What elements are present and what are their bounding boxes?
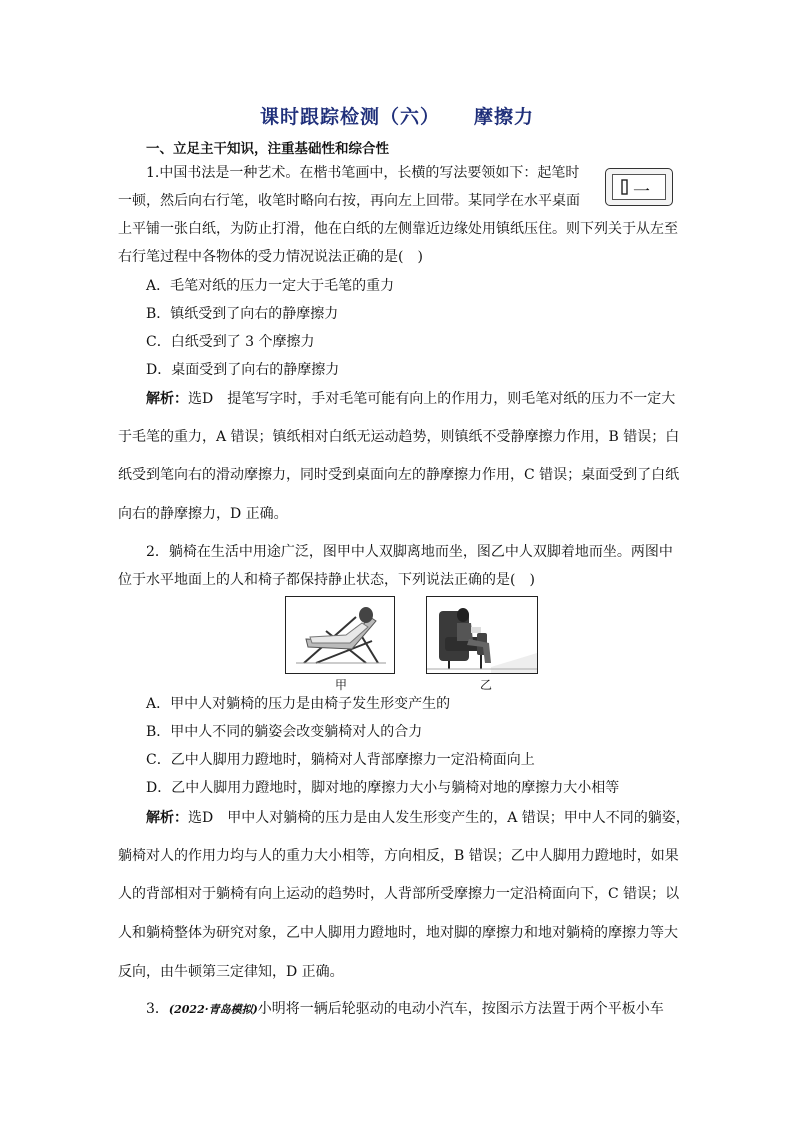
- q3-text: 小明将一辆后轮驱动的电动小汽车，按图示方法置于两个平板小车: [257, 1001, 664, 1017]
- q2-analysis-line: 反向，由牛顿第三定律知，D 正确。: [118, 964, 344, 980]
- q1-analysis-line: [146, 391, 675, 407]
- q1-stem-line: 上平铺一张白纸，为防止打滑，他在白纸的左侧靠近边缘处用镇纸压住。则下列关于从左至: [118, 221, 678, 237]
- q1-stem-line: 一顿，然后向右行笔，收笔时略向右按，再向左上回带。某同学在水平桌面: [118, 193, 580, 209]
- q2-stem-line: 位于水平地面上的人和椅子都保持静止状态，下列说法正确的是( ): [118, 572, 535, 588]
- q1-stem-line: 右行笔过程中各物体的受力情况说法正确的是( ): [118, 249, 423, 265]
- q2-option-d: D．乙中人脚用力蹬地时，脚对地的摩擦力大小与躺椅对地的摩擦力大小相等: [146, 780, 620, 796]
- recliner-armchair-illustration: [427, 597, 537, 673]
- q1-option-a: A．毛笔对纸的压力一定大于毛笔的重力: [146, 278, 395, 294]
- section-heading: 一、立足主干知识，注重基础性和综合性: [146, 141, 389, 157]
- q1-option-b: B．镇纸受到了向右的静摩擦力: [146, 306, 339, 322]
- figure-yi: [426, 596, 538, 674]
- q1-option-c: C．白纸受到了 3 个摩擦力: [146, 334, 315, 350]
- brush-stroke-figure: [605, 168, 673, 206]
- figure-caption-yi: 乙: [480, 678, 493, 692]
- q2-analysis-line: 人的背部相对于躺椅有向上运动的趋势时，人背部所受摩擦力一定沿椅面向下，C 错误；以: [118, 886, 680, 902]
- q3-source: (2022·青岛模拟): [168, 1003, 258, 1016]
- q1-analysis-line: 向右的静摩擦力，D 正确。: [118, 506, 288, 522]
- title-main: 课时跟踪检测（六）: [259, 106, 440, 128]
- q2-analysis-line: 躺椅对人的作用力均与人的重力大小相等，方向相反，B 错误；乙中人脚用力蹬地时，如果: [118, 848, 679, 864]
- q1-analysis-line: 纸受到笔向右的滑动摩擦力，同时受到桌面向左的静摩擦力作用，C 错误；桌面受到了白纸: [118, 467, 680, 483]
- q1-stem-line: 1.中国书法是一种艺术。在楷书笔画中，长横的写法要领如下：起笔时: [146, 165, 580, 181]
- figure-jia: [285, 596, 395, 674]
- reclining-chair-illustration: [286, 597, 394, 673]
- page-title: [0, 102, 794, 129]
- q3-number: 3．: [146, 1001, 169, 1017]
- q1-analysis-text: 选D 提笔写字时，手对毛笔可能有向上的作用力，则毛笔对纸的压力不一定大: [188, 391, 676, 407]
- q2-option-b: B．甲中人不同的躺姿会改变躺椅对人的合力: [146, 724, 423, 740]
- title-topic: 摩擦力: [474, 106, 535, 128]
- q2-stem-line: 2．躺椅在生活中用途广泛，图甲中人双脚离地而坐，图乙中人双脚着地而坐。两图中: [146, 544, 673, 560]
- paper-figure: [612, 174, 666, 200]
- q2-analysis-line: [146, 810, 690, 826]
- brush-stroke-glyph: 一: [633, 182, 650, 202]
- q1-analysis-line: 于毛笔的重力，A 错误；镇纸相对白纸无运动趋势，则镇纸不受静摩擦力作用，B 错误；白: [118, 429, 680, 445]
- q3-stem-line: [146, 1001, 664, 1018]
- q2-analysis-label: 解析：: [146, 810, 188, 826]
- q2-analysis-line: 人和躺椅整体为研究对象，乙中人脚用力蹬地时，地对脚的摩擦力和地对躺椅的摩擦力等大: [118, 925, 678, 941]
- figure-caption-jia: 甲: [335, 678, 348, 692]
- q1-analysis-label: 解析：: [146, 391, 188, 407]
- q2-option-c: C．乙中人脚用力蹬地时，躺椅对人背部摩擦力一定沿椅面向上: [146, 752, 535, 768]
- q1-option-d: D．桌面受到了向右的静摩擦力: [146, 362, 340, 378]
- q2-option-a: A．甲中人对躺椅的压力是由椅子发生形变产生的: [146, 696, 451, 712]
- q2-analysis-text: 选D 甲中人对躺椅的压力是由人发生形变产生的，A 错误；甲中人不同的躺姿，: [188, 810, 690, 826]
